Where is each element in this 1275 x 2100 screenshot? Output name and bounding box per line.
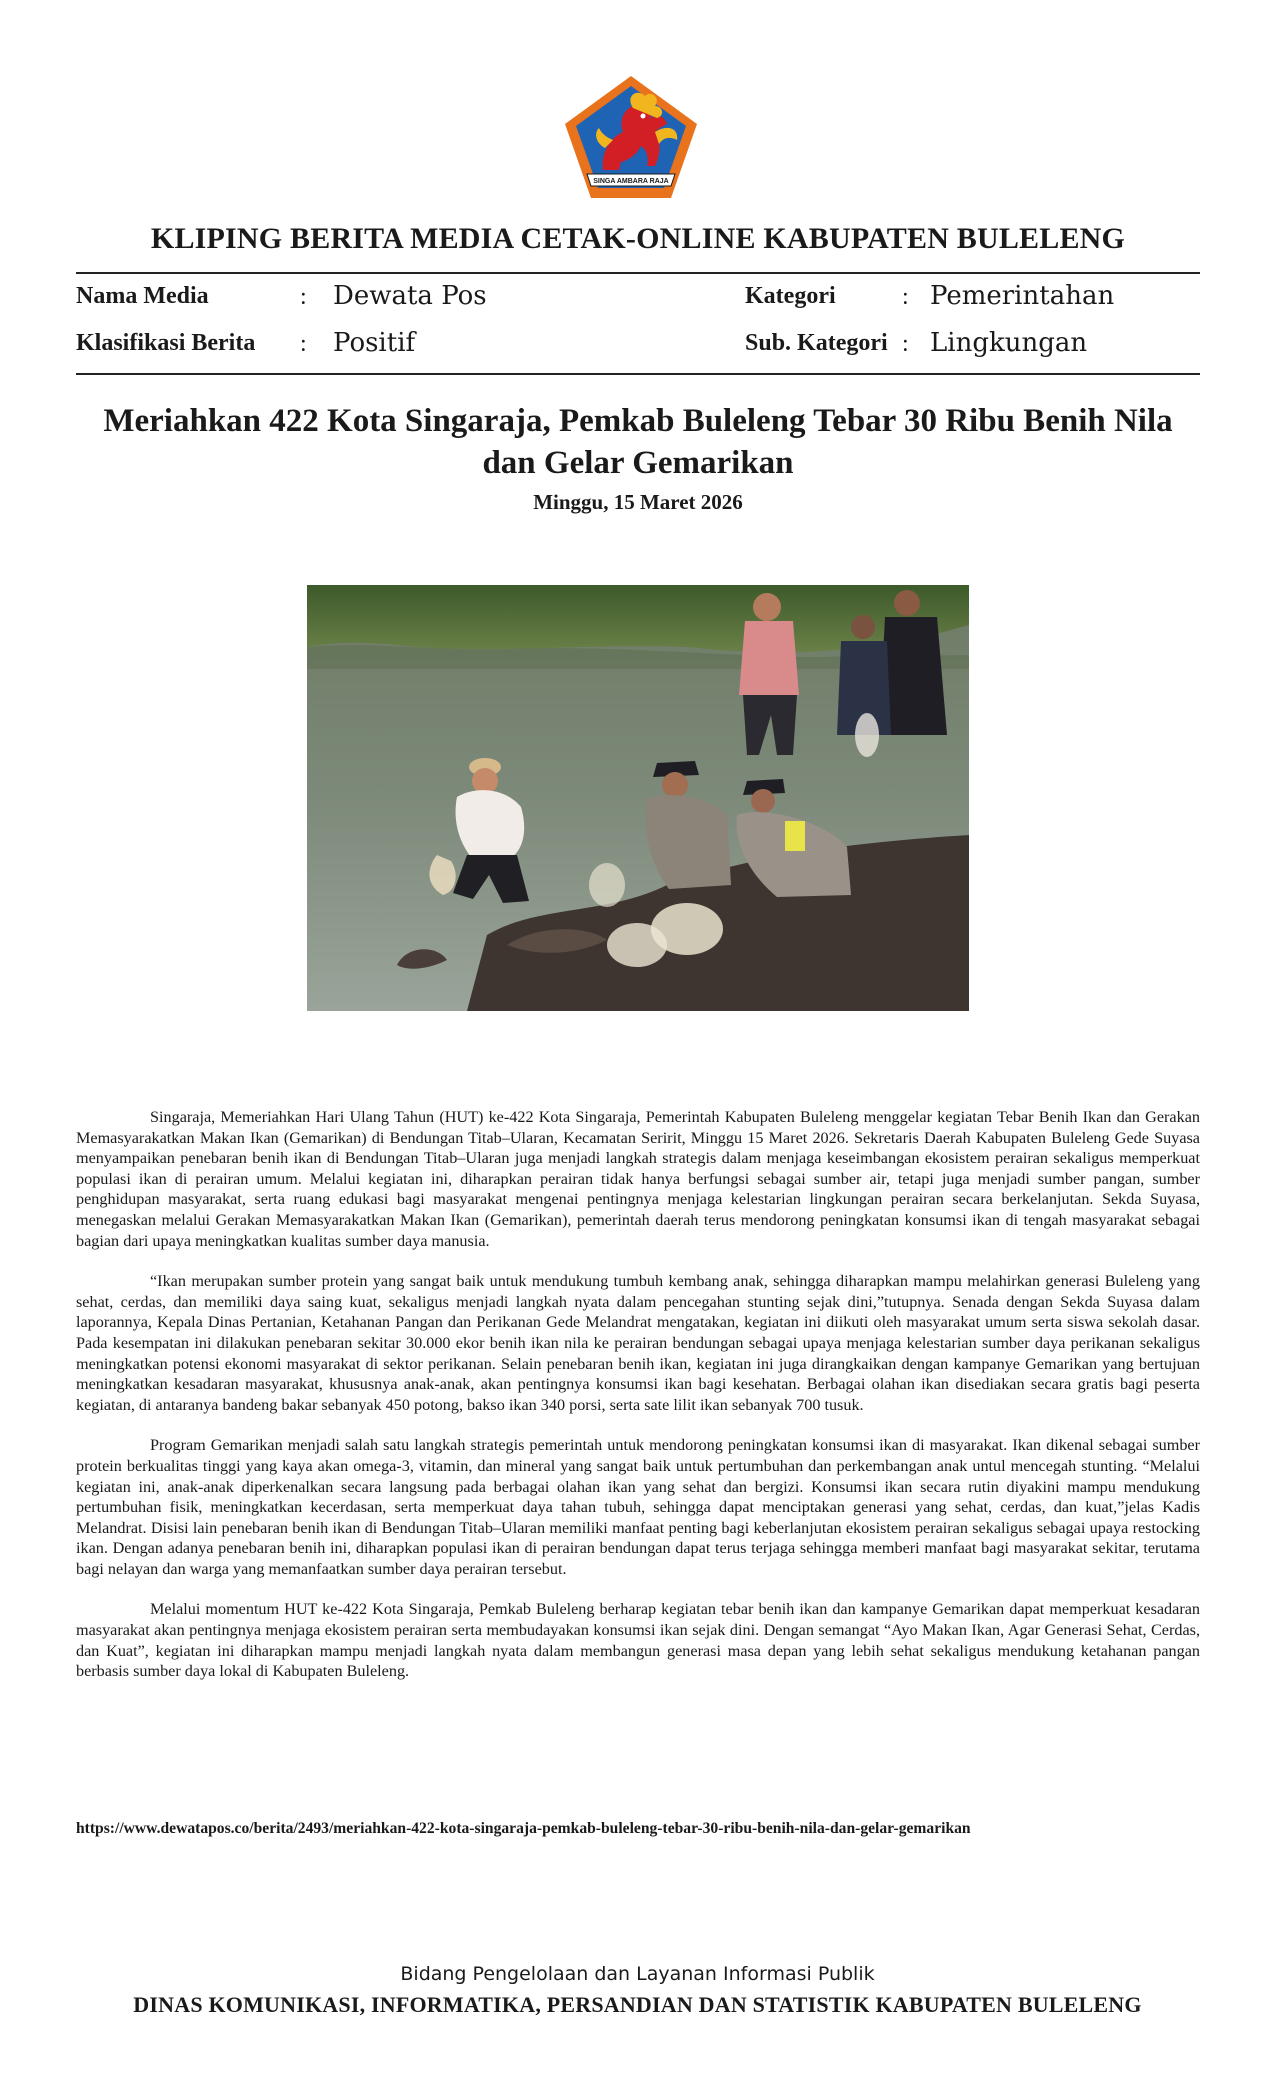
source-url: https://www.dewatapos.co/berita/2493/meriahkan-422-kota-singaraja-pemkab-buleleng-tebar-30-ribu-benih-nila-dan-gelar-gemarikan <box>76 1820 971 1837</box>
article-paragraph: Singaraja, Memeriahkan Hari Ulang Tahun (HUT) ke-422 Kota Singaraja, Pemerintah Kabupaten Buleleng menggelar kegiatan Tebar Benih Ikan dan Gerakan Memasyarakatkan Makan Ikan (Gemarikan) di Bendungan Titab–Ularan, Kecamatan Seririt, Minggu 15 Maret 2026. Sekretaris Daerah Kabupaten Buleleng Gede Suyasa menyampaikan penebaran benih ikan di Bendungan Titab–Ularan juga menjadi langkah strategis dalam menjaga keseimbangan ekosistem perairan sekaligus memperkuat populasi ikan di perairan umum. Melalui kegiatan ini, diharapkan perairan tidak hanya berfungsi sebagai sumber air, tetapi juga menjadi sumber pangan, sumber penghidupan masyarakat, serta ruang edukasi bagi masyarakat mengenai pentingnya menjaga kelestarian lingkungan perairan secara berkelanjutan. Sekda Suyasa, menegaskan melalui Gerakan Memasyarakatkan Makan Ikan (Gemarikan), pemerintah daerah terus mendorong peningkatan konsumsi ikan di tengah masyarakat sebagai bagian dari upaya meningkatkan kualitas sumber daya manusia. <box>76 1108 1200 1250</box>
seal-caption: SINGA AMBARA RAJA <box>593 178 669 185</box>
footer-agency: DINAS KOMUNIKASI, INFORMATIKA, PERSANDIAN DAN STATISTIK KABUPATEN BULELENG <box>133 1992 1142 2017</box>
fish-seed-release-photo <box>307 585 969 1011</box>
subcategory-label: Sub. Kategori <box>745 330 888 356</box>
subcategory-colon: : <box>902 331 909 357</box>
media-name-label: Nama Media <box>76 283 209 309</box>
media-name-value: Dewata Pos <box>333 281 487 311</box>
classification-label: Klasifikasi Berita <box>76 330 256 356</box>
media-name-colon: : <box>300 284 307 310</box>
classification-colon: : <box>300 331 307 357</box>
header-divider-top <box>76 272 1200 274</box>
category-value: Pemerintahan <box>930 281 1115 311</box>
article-body <box>76 1107 1200 1702</box>
footer-unit: Bidang Pengelolaan dan Layanan Informasi Publik <box>400 1963 875 1985</box>
header-divider-bottom <box>76 373 1200 375</box>
classification-value: Positif <box>333 328 416 358</box>
category-colon: : <box>902 284 909 310</box>
kliping-title: KLIPING BERITA MEDIA CETAK-ONLINE KABUPATEN BULELENG <box>150 222 1126 255</box>
article-headline: Meriahkan 422 Kota Singaraja, Pemkab Buleleng Tebar 30 Ribu Benih Nila dan Gelar Gemarikan <box>103 403 1173 481</box>
article-date: Minggu, 15 Maret 2026 <box>533 490 743 514</box>
buleleng-regency-seal-icon <box>563 74 699 200</box>
article-paragraph: “Ikan merupakan sumber protein yang sangat baik untuk mendukung tumbuh kembang anak, sehingga diharapkan mampu melahirkan generasi Buleleng yang sehat, cerdas, dan memiliki daya saing kuat, sekaligus menjadi langkah nyata dalam pencegahan stunting sejak dini,”tutupnya. Senada dengan Sekda Suyasa dalam laporannya, Kepala Dinas Pertanian, Ketahanan Pangan dan Perikanan Gede Melandrat mengatakan, kegiatan ini diikuti oleh masyarakat umum serta siswa sekolah dasar. Pada kesempatan ini dilakukan penebaran sekitar 30.000 ekor benih ikan nila ke perairan bendungan sebagai upaya menjaga kelestarian sumber daya perikanan sekaligus meningkatkan potensi ekonomi masyarakat di sektor perikanan. Selain penebaran benih ikan, kegiatan ini juga dirangkaikan dengan kampanye Gemarikan yang bertujuan meningkatkan kesadaran masyarakat, khususnya anak-anak, akan pentingnya konsumsi ikan bagi kesehatan. Berbagai olahan ikan disediakan secara gratis bagi peserta kegiatan, di antaranya bandeng bakar sebanyak 450 potong, bakso ikan 340 porsi, serta sate lilit ikan sebanyak 700 tusuk. <box>76 1272 1200 1414</box>
category-label: Kategori <box>745 283 836 309</box>
subcategory-value: Lingkungan <box>930 328 1088 358</box>
article-paragraph: Melalui momentum HUT ke-422 Kota Singaraja, Pemkab Buleleng berharap kegiatan tebar benih ikan dan kampanye Gemarikan dapat memperkuat kesadaran masyarakat akan pentingnya menjaga ekosistem perairan serta membudayakan konsumsi ikan sejak dini. Dengan semangat “Ayo Makan Ikan, Agar Generasi Sehat, Cerdas, dan Kuat”, kegiatan ini diharapkan mampu menjadi langkah nyata dalam membangun generasi masa depan yang lebih sehat sekaligus mendukung ketahanan pangan berbasis sumber daya lokal di Kabupaten Buleleng. <box>76 1600 1200 1681</box>
article-paragraph: Program Gemarikan menjadi salah satu langkah strategis pemerintah untuk mendorong peningkatan konsumsi ikan di masyarakat. Ikan dikenal sebagai sumber protein berkualitas tinggi yang kaya akan omega-3, vitamin, dan mineral yang sangat baik untuk pertumbuhan dan perkembangan anak untul mencegah stunting. “Melalui kegiatan ini, anak-anak diperkenalkan secara langsung pada berbagai olahan ikan yang sehat dan bergizi. Konsumsi ikan secara rutin diyakini mampu mendukung pertumbuhan fisik, meningkatkan kecerdasan, serta memperkuat daya tahan tubuh, sehingga dapat menciptakan generasi yang sehat, cerdas, dan kuat,”jelas Kadis Melandrat. Disisi lain penebaran benih ikan di Bendungan Titab–Ularan memiliki manfaat penting bagi keberlanjutan ekosistem perairan sekaligus sebagai upaya restocking ikan. Dengan adanya penebaran benih ini, diharapkan populasi ikan di perairan bendungan dapat terus terjaga sehingga memberi manfaat bagi masyarakat sekitar, terutama bagi nelayan dan warga yang memanfaatkan sumber daya perairan tersebut. <box>76 1436 1200 1578</box>
